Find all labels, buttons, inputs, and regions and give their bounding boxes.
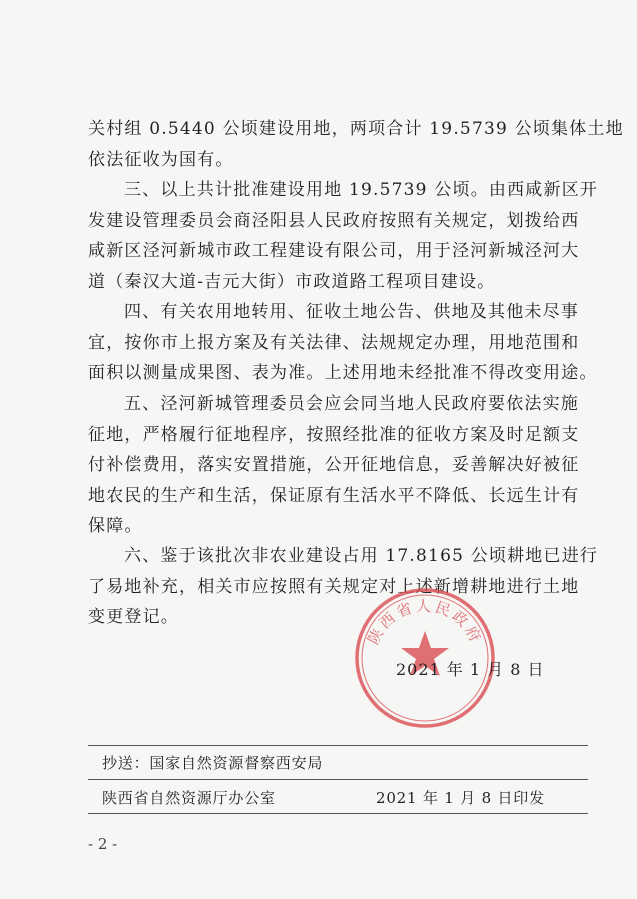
text-line: 四、有关农用地转用、征收土地公告、供地及其他未尽事 [124,302,579,322]
text-line: 咸新区泾河新城市政工程建设有限公司，用于泾河新城泾河大 [88,241,580,261]
paragraph-4 [88,389,588,542]
text-line: 道（秦汉大道-吉元大街）市政道路工程项目建设。 [88,271,496,292]
text-line: 面积以测量成果图、表为准。上述用地未经批准不得改变用途。 [88,363,598,383]
paragraph-3 [88,297,598,389]
text-line: 关村组 0.5440 公顷建设用地，两项合计 19.5739 公顷集体土地 [88,119,624,139]
text-line: 保障。 [88,516,143,536]
text-line: 变更登记。 [88,607,179,627]
text-line: 三、以上共计批准建设用地 19.5739 公顷。由西咸新区开 [124,180,599,200]
paragraph-5 [88,541,599,633]
text-line: 了易地补充，相关市应按照有关规定对上述新增耕地进行土地 [88,576,580,597]
paragraph-2 [88,175,599,297]
text-line: 付补偿费用，落实安置措施，公开征地信息，妥善解决好被征 [88,455,580,475]
text-line: 依法征收为国有。 [88,149,234,170]
page-number: - 2 - [88,835,118,853]
cc-line: 抄送：国家自然资源督察西安局 [102,754,324,772]
print-date: 2021 年 1 月 8 日印发 [376,789,545,807]
paragraph-1 [88,114,624,175]
issuer-name: 陕西省自然资源厅办公室 [102,789,276,807]
seal-text: 陕西省人民政府 [364,597,486,648]
text-line: 地农民的生产和生活，保证原有生活水平不降低、长远生计有 [88,485,580,506]
text-line: 宜，按你市上报方案及有关法律、法规规定办理，用地范围和 [88,332,580,353]
text-line: 六、鉴于该批次非农业建设占用 17.8165 公顷耕地已进行 [124,546,599,566]
footer-divider-middle [88,779,588,780]
signature-date: 2021 年 1 月 8 日 [396,660,545,679]
text-line: 五、泾河新城管理委员会应会同当地人民政府要依法实施 [124,394,579,414]
text-line: 发建设管理委员会商泾阳县人民政府按照有关规定，划拨给西 [88,210,580,231]
footer-divider-bottom [88,813,588,814]
footer-divider-top [88,745,588,746]
text-line: 征地，严格履行征地程序，按照经批准的征收方案及时足额支 [88,424,580,445]
